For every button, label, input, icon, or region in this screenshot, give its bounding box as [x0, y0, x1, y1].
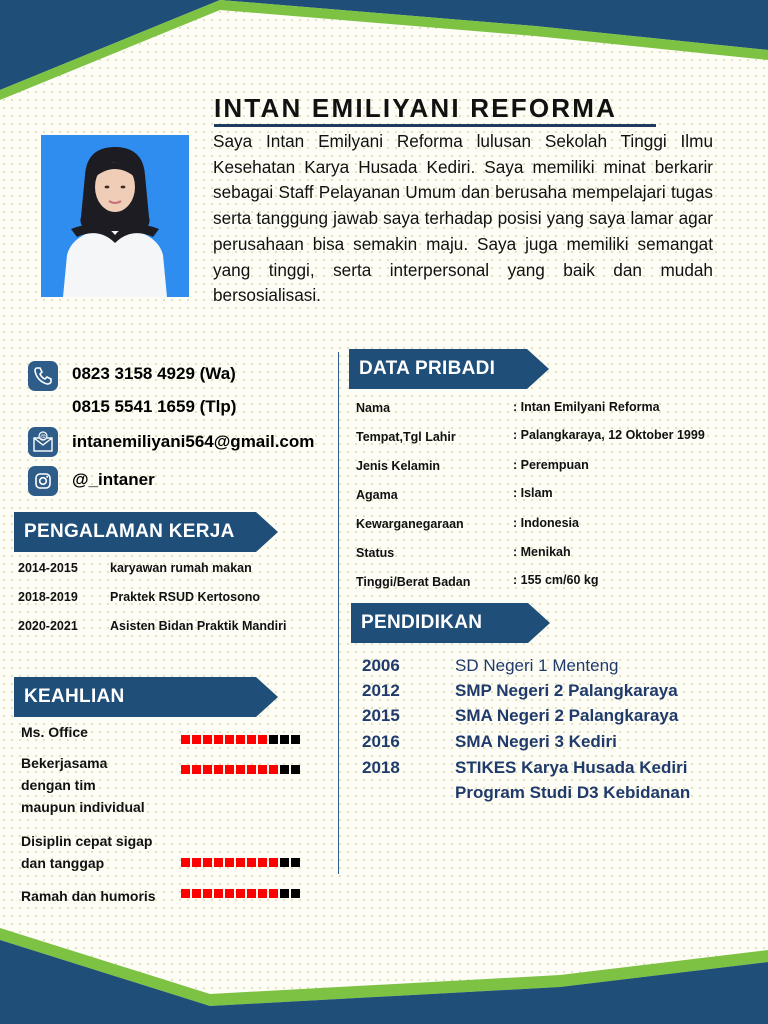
education-school: STIKES Karya Husada Kediri — [455, 758, 688, 777]
column-divider — [338, 352, 339, 874]
skill-square-filled — [258, 889, 267, 898]
skill-square-filled — [214, 765, 223, 774]
skill-square-empty — [291, 858, 300, 867]
experience-description: Asisten Bidan Praktik Mandiri — [110, 619, 287, 633]
skill-square-filled — [247, 858, 256, 867]
personal-data-heading: DATA PRIBADI — [359, 358, 496, 379]
skill-square-filled — [225, 889, 234, 898]
education-year: 2018 — [362, 758, 400, 777]
experience-year: 2020-2021 — [18, 619, 78, 633]
skill-label: Ms. Office — [21, 724, 88, 740]
bottom-navy-band — [0, 940, 768, 1024]
experience-heading: PENGALAMAN KERJA — [24, 521, 235, 542]
education-heading: PENDIDIKAN — [361, 612, 483, 633]
instagram-text: @_intaner — [72, 470, 155, 489]
skill-square-filled — [269, 858, 278, 867]
education-year: 2016 — [362, 732, 400, 751]
personal-data-banner — [349, 349, 549, 389]
personal-data-label: Nama — [356, 401, 391, 415]
education-banner — [351, 603, 550, 643]
experience-year: 2014-2015 — [18, 561, 78, 575]
full-name-heading: INTAN EMILIYANI REFORMA — [214, 93, 618, 123]
skill-square-filled — [214, 858, 223, 867]
skill-square-filled — [203, 858, 212, 867]
personal-data-label: Kewarganegaraan — [356, 517, 464, 531]
personal-data-value: : Intan Emilyani Reforma — [513, 400, 660, 414]
skill-square-filled — [214, 735, 223, 744]
personal-data-label: Tinggi/Berat Badan — [356, 575, 471, 589]
personal-data-value: : Palangkaraya, 12 Oktober 1999 — [513, 428, 705, 442]
skill-square-empty — [291, 735, 300, 744]
phone-wa-text: 0823 3158 4929 (Wa) — [72, 364, 236, 383]
skill-square-filled — [236, 735, 245, 744]
skill-level-bar — [181, 889, 300, 898]
skill-square-filled — [214, 889, 223, 898]
profile-photo — [41, 135, 189, 297]
education-school: SMP Negeri 2 Palangkaraya — [455, 681, 678, 700]
skill-square-filled — [247, 889, 256, 898]
education-school: SD Negeri 1 Menteng — [455, 656, 619, 675]
personal-data-label: Tempat,Tgl Lahir — [356, 430, 456, 444]
skills-heading: KEAHLIAN — [24, 686, 125, 707]
personal-data-label: Agama — [356, 488, 398, 502]
email-icon — [28, 427, 58, 457]
skill-square-filled — [236, 858, 245, 867]
skill-label: Bekerjasama dengan tim maupun individual — [21, 755, 145, 815]
personal-data-label: Jenis Kelamin — [356, 459, 441, 473]
personal-data-label: Status — [356, 546, 395, 560]
skill-square-empty — [291, 765, 300, 774]
summary-paragraph: Saya Intan Emilyani Reforma lulusan Sekolah Tinggi Ilmu Kesehatan Karya Husada Kediri. Saya memiliki minat berkarir sebagai Staff Pelayanan Umum dan berusaha mempelajari tugas serta tanggung jawab saya terhadap posisi yang saya lamar agar perusahaan bisa semakin maju. Saya juga memiliki semangat yang tinggi, serta interpersonal yang baik dan mudah bersosialisasi. — [213, 131, 713, 306]
skill-square-filled — [192, 735, 201, 744]
skill-square-filled — [258, 858, 267, 867]
education-school: SMA Negeri 2 Palangkaraya — [455, 706, 679, 725]
experience-banner — [14, 512, 278, 552]
skill-square-filled — [269, 765, 278, 774]
skill-square-filled — [181, 858, 190, 867]
phone-icon — [28, 361, 58, 391]
skill-square-filled — [225, 735, 234, 744]
education-program: Program Studi D3 Kebidanan — [455, 783, 691, 802]
skill-square-filled — [181, 735, 190, 744]
person-portrait-icon — [41, 135, 189, 297]
personal-data-value: : Islam — [513, 486, 553, 500]
skill-square-filled — [247, 765, 256, 774]
skill-square-empty — [280, 735, 289, 744]
skill-label: Ramah dan humoris — [21, 888, 156, 904]
skill-square-filled — [247, 735, 256, 744]
skill-square-empty — [291, 889, 300, 898]
experience-description: karyawan rumah makan — [110, 561, 252, 575]
skill-square-filled — [258, 765, 267, 774]
skill-square-filled — [258, 735, 267, 744]
skill-square-filled — [269, 889, 278, 898]
skill-label: Disiplin cepat sigap dan tanggap — [21, 833, 153, 871]
name-underline — [214, 124, 656, 127]
skill-square-filled — [236, 765, 245, 774]
skill-square-filled — [225, 765, 234, 774]
skill-square-empty — [280, 765, 289, 774]
phone-tlp-text: 0815 5541 1659 (Tlp) — [72, 397, 237, 416]
skill-square-filled — [225, 858, 234, 867]
email-text: intanemiliyani564@gmail.com — [72, 432, 315, 451]
experience-year: 2018-2019 — [18, 590, 78, 604]
skill-square-empty — [280, 889, 289, 898]
skill-square-filled — [203, 735, 212, 744]
skill-square-filled — [203, 765, 212, 774]
skill-level-bar — [181, 765, 300, 774]
personal-data-value: : 155 cm/60 kg — [513, 573, 599, 587]
skill-level-bar — [181, 735, 300, 744]
svg-text:@: @ — [39, 434, 47, 441]
skill-square-filled — [192, 765, 201, 774]
experience-description: Praktek RSUD Kertosono — [110, 590, 261, 604]
education-year: 2012 — [362, 681, 400, 700]
skill-square-empty — [280, 858, 289, 867]
skill-square-filled — [203, 889, 212, 898]
personal-data-value: : Indonesia — [513, 516, 579, 530]
skill-square-filled — [181, 765, 190, 774]
personal-data-value: : Menikah — [513, 545, 571, 559]
education-year: 2006 — [362, 656, 400, 675]
personal-data-value: : Perempuan — [513, 458, 589, 472]
skill-square-filled — [192, 889, 201, 898]
skill-square-filled — [181, 889, 190, 898]
skill-square-filled — [236, 889, 245, 898]
skill-square-filled — [192, 858, 201, 867]
skill-level-bar — [181, 858, 300, 867]
skill-square-empty — [269, 735, 278, 744]
instagram-icon — [28, 466, 58, 496]
education-school: SMA Negeri 3 Kediri — [455, 732, 617, 751]
education-year: 2015 — [362, 706, 400, 725]
skills-banner — [14, 677, 278, 717]
